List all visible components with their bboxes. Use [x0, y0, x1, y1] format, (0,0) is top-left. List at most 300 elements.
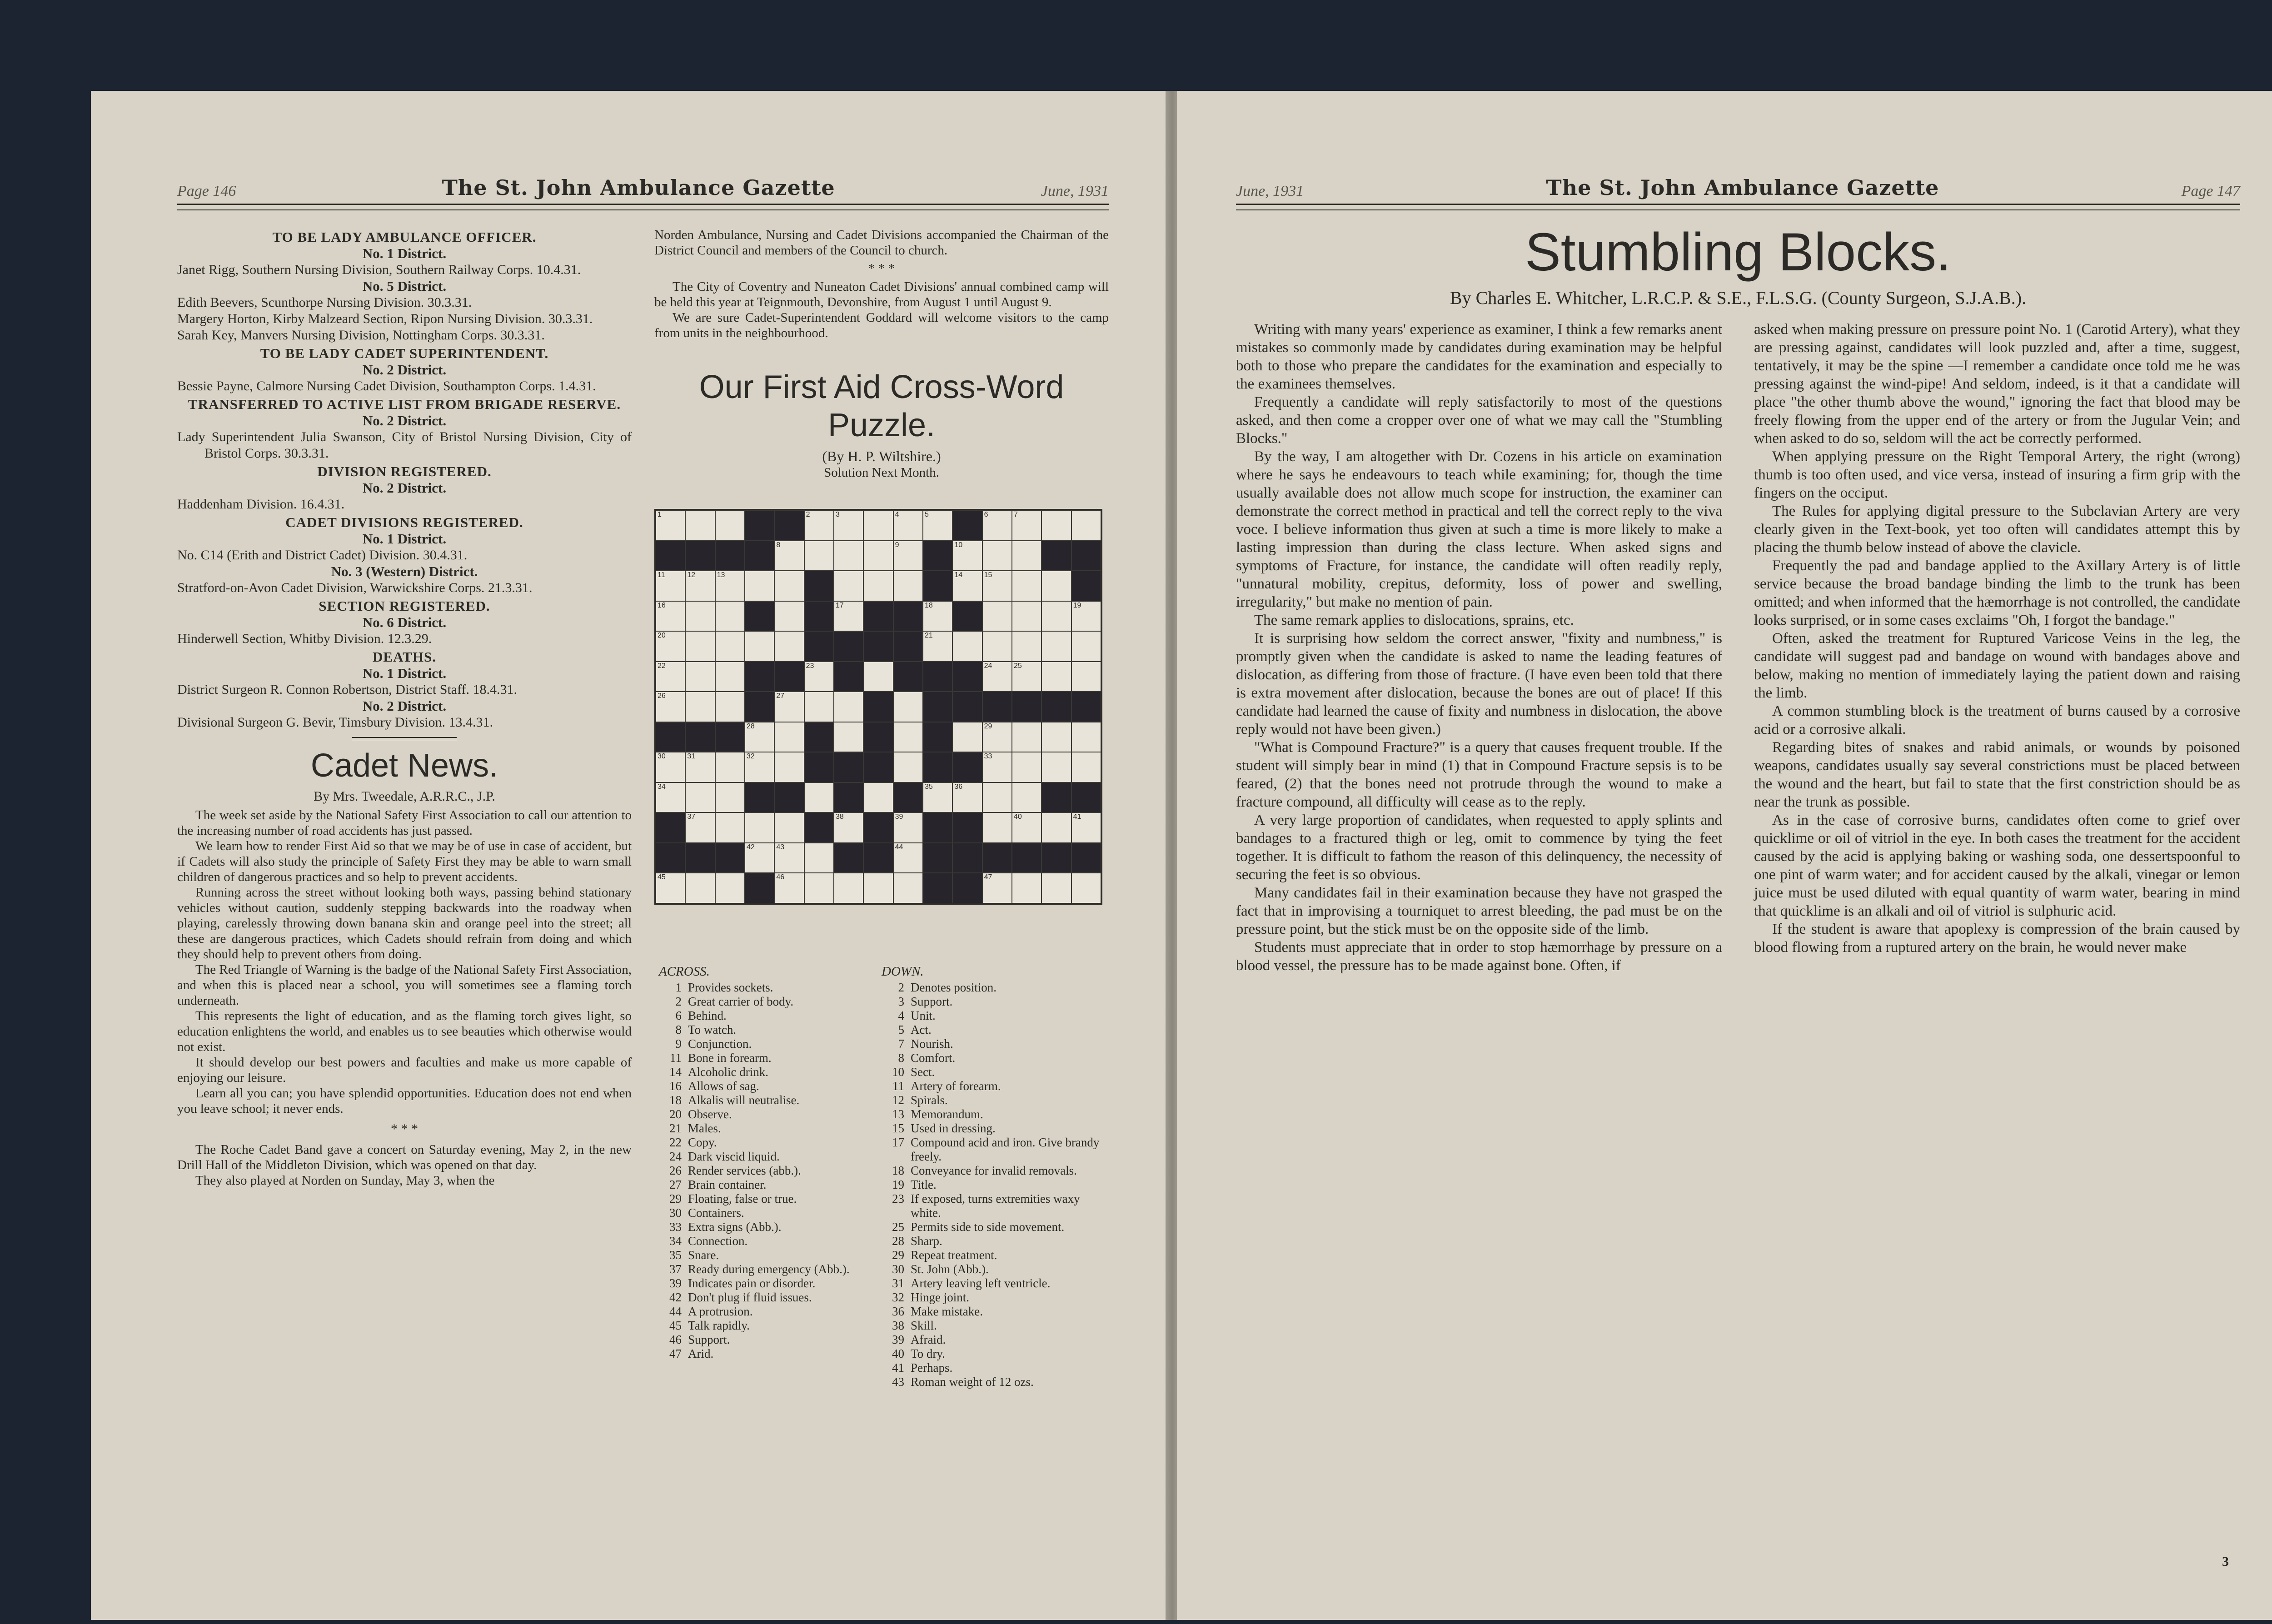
clue-item: [882, 981, 1100, 995]
clue-number: 17: [836, 601, 844, 609]
white-square: [774, 812, 804, 843]
clue-text: Extra signs (Abb.).: [688, 1220, 782, 1234]
white-square: [745, 631, 774, 662]
white-square: [804, 692, 834, 722]
clue-text: Artery of forearm.: [911, 1079, 1001, 1093]
clue-text: Conjunction.: [688, 1037, 752, 1051]
clue-text: Hinge joint.: [911, 1290, 969, 1304]
black-square: [715, 541, 745, 571]
appointment-heading: SECTION REGISTERED.: [319, 598, 490, 614]
cadet-paragraph: Learn all you can; you have splendid opportunities. Education does not end when you leave school; it never ends.: [177, 1086, 632, 1116]
clue-text: Act.: [911, 1023, 932, 1036]
clue-num: 13: [892, 1107, 904, 1121]
article-paragraph: Writing with many years' experience as examiner, I think a few remarks anent mistakes so commonly made by candidates during examination may be helpful both to those who prepare the candidates for the examination and especially to the examinees themselves.: [1236, 321, 1722, 392]
white-square: [774, 571, 804, 601]
white-square: [893, 843, 923, 873]
black-square: [893, 662, 923, 692]
white-square: [893, 541, 923, 571]
clue-num: 39: [669, 1276, 682, 1290]
clue-num: 15: [892, 1121, 904, 1135]
clue-text: Make mistake.: [911, 1305, 983, 1318]
black-square: [715, 843, 745, 873]
clue-item: [882, 995, 1100, 1009]
clue-item: [659, 1234, 872, 1248]
black-square: [685, 541, 715, 571]
clue-number: 29: [984, 722, 992, 730]
cadet-stars: * * *: [868, 261, 895, 276]
black-square: [656, 843, 685, 873]
black-square: [1071, 541, 1101, 571]
clue-item: [882, 1220, 1100, 1234]
clue-item: [882, 1262, 1100, 1276]
clue-num: 5: [898, 1023, 904, 1036]
black-square: [745, 662, 774, 692]
clue-text: Great carrier of body.: [688, 995, 794, 1008]
white-square: [804, 510, 834, 541]
clue-text: Artery leaving left ventricle.: [911, 1276, 1051, 1290]
white-square: [656, 631, 685, 662]
black-square: [952, 873, 982, 903]
clue-text: If exposed, turns extremities waxy white.: [911, 1192, 1080, 1220]
white-square: [715, 510, 745, 541]
cadet-news-byline: By Mrs. Tweedale, A.R.R.C., J.P.: [314, 789, 495, 804]
article-paragraph: When applying pressure on the Right Temporal Artery, the right (wrong) thumb is too often used, and vice versa, instead of insuring a firm grip with the fingers on the occiput.: [1754, 448, 2240, 501]
clue-number: 45: [658, 873, 666, 882]
black-square: [834, 843, 863, 873]
clue-text: Provides sockets.: [688, 981, 773, 994]
clue-number: 26: [658, 692, 666, 700]
black-square: [745, 782, 774, 813]
black-square: [1071, 571, 1101, 601]
black-square: [952, 662, 982, 692]
clue-num: 20: [669, 1107, 682, 1121]
cadet-news-body: [177, 807, 632, 1116]
white-square: [923, 601, 952, 632]
clue-num: 22: [669, 1136, 682, 1149]
clue-item: [659, 1065, 872, 1079]
black-square: [804, 752, 834, 782]
clue-text: Snare.: [688, 1248, 719, 1262]
clue-text: Render services (abb.).: [688, 1164, 801, 1177]
black-square: [834, 631, 863, 662]
clue-number: 46: [776, 873, 785, 882]
clue-item: [882, 1234, 1100, 1248]
clue-number: 37: [687, 813, 696, 821]
black-square: [656, 541, 685, 571]
black-square: [656, 722, 685, 752]
clue-number: 1: [658, 511, 662, 518]
black-square: [834, 752, 863, 782]
clue-num: 31: [892, 1276, 904, 1290]
white-square: [982, 510, 1012, 541]
clue-text: Comfort.: [911, 1051, 956, 1065]
clue-number: 30: [658, 752, 666, 761]
white-square: [1041, 752, 1071, 782]
clue-number: 18: [925, 601, 933, 609]
clue-num: 24: [669, 1150, 682, 1163]
clue-number: 7: [1014, 511, 1018, 518]
white-square: [656, 692, 685, 722]
white-square: [834, 601, 863, 632]
white-square: [804, 873, 834, 903]
clue-item: [659, 995, 872, 1009]
white-square: [774, 541, 804, 571]
white-square: [715, 631, 745, 662]
white-square: [1012, 812, 1041, 843]
white-square: [745, 843, 774, 873]
white-square: [656, 752, 685, 782]
clue-num: 16: [669, 1079, 682, 1093]
left-header-rule: [177, 204, 1109, 210]
white-square: [656, 571, 685, 601]
article-title: Stumbling Blocks.: [1525, 222, 1951, 282]
white-square: [685, 752, 715, 782]
black-square: [863, 631, 893, 662]
white-square: [715, 873, 745, 903]
clue-num: 34: [669, 1234, 682, 1248]
clue-num: 21: [669, 1121, 682, 1135]
white-square: [656, 601, 685, 632]
clue-text: Indicates pain or disorder.: [688, 1276, 816, 1290]
clue-num: 36: [892, 1305, 904, 1318]
black-square: [952, 510, 982, 541]
clue-text: Observe.: [688, 1107, 732, 1121]
clue-number: 20: [658, 632, 666, 640]
black-square: [952, 752, 982, 782]
clue-number: 38: [836, 813, 844, 821]
clue-number: 31: [687, 752, 696, 761]
clue-item: [882, 1333, 1100, 1347]
white-square: [982, 631, 1012, 662]
white-square: [982, 873, 1012, 903]
clue-text: Denotes position.: [911, 981, 996, 994]
district-heading: No. 1 District.: [362, 245, 447, 261]
appointment-entry: Sarah Key, Manvers Nursing Division, Nottingham Corps. 30.3.31.: [177, 328, 545, 343]
clue-item: [659, 1037, 872, 1051]
black-square: [715, 722, 745, 752]
cadet-paragraph: The Red Triangle of Warning is the badge of the National Safety First Association, and when this is placed near a school, you will sometimes see a flaming torch underneath.: [177, 962, 632, 1008]
clue-item: [659, 1121, 872, 1136]
across-heading: ACROSS.: [659, 964, 710, 979]
white-square: [1012, 541, 1041, 571]
across-clues: [659, 963, 872, 1361]
black-square: [685, 843, 715, 873]
white-square: [893, 812, 923, 843]
clue-text: A protrusion.: [688, 1305, 753, 1318]
clue-number: 8: [776, 541, 781, 549]
white-square: [1041, 722, 1071, 752]
black-square: [923, 752, 952, 782]
black-square: [982, 692, 1012, 722]
white-square: [745, 722, 774, 752]
clue-item: [882, 1037, 1100, 1051]
clue-num: 4: [898, 1009, 904, 1022]
clue-num: 33: [669, 1220, 682, 1234]
black-square: [656, 812, 685, 843]
white-square: [804, 541, 834, 571]
black-square: [1041, 843, 1071, 873]
clue-text: Used in dressing.: [911, 1121, 996, 1135]
cadet-paragraph: The City of Coventry and Nuneaton Cadet Divisions' annual combined camp will be held this year at Teignmouth, Devonshire, from August 1 until August 9.: [654, 279, 1109, 309]
clue-number: 10: [954, 541, 963, 549]
clue-item: [659, 1093, 872, 1107]
clue-num: 17: [892, 1136, 904, 1149]
article-paragraph: A very large proportion of candidates, when requested to apply splints and bandages to a fractured thigh or leg, omit to commence by tying the feet together. It is difficult to fathom the reason of this delinquency, the necessity of securing the feet is so obvious.: [1236, 812, 1722, 883]
white-square: [952, 722, 982, 752]
down-heading: DOWN.: [882, 964, 924, 979]
article-paragraph: By the way, I am altogether with Dr. Cozens in his article on examination where he says he endeavours to teach while examining; for, though the time usually available does not allow much scope for instruction, the examiner can demonstrate the correct method in practical and tell the correct reply to the viva voce. I believe information thus given at such a time is more likely to make a lasting impression than during the class lecture. When asked signs and symptoms of Fracture, for instance, the candidate will often readily reply, "unnatural mobility, crepitus, deformity, loss of power and swelling, irregularity," but make no mention of pain.: [1236, 448, 1722, 610]
white-square: [893, 571, 923, 601]
white-square: [715, 812, 745, 843]
right-page: [1177, 91, 2272, 1620]
clue-num: 39: [892, 1333, 904, 1346]
white-square: [745, 571, 774, 601]
white-square: [745, 812, 774, 843]
white-square: [1041, 510, 1071, 541]
clue-item: [659, 1305, 872, 1319]
clue-item: [659, 1009, 872, 1023]
clue-text: Ready during emergency (Abb.).: [688, 1262, 850, 1276]
white-square: [834, 541, 863, 571]
black-square: [804, 812, 834, 843]
black-square: [774, 510, 804, 541]
clue-text: To dry.: [911, 1347, 945, 1360]
white-square: [685, 873, 715, 903]
white-square: [685, 601, 715, 632]
white-square: [1012, 662, 1041, 692]
white-square: [982, 752, 1012, 782]
article-paragraph: The same remark applies to dislocations, sprains, etc.: [1254, 612, 1574, 628]
white-square: [1041, 631, 1071, 662]
clue-item: [882, 1107, 1100, 1121]
clue-number: 42: [747, 843, 755, 851]
clue-num: 41: [892, 1361, 904, 1375]
clue-item: [882, 1290, 1100, 1305]
clue-text: Perhaps.: [911, 1361, 953, 1375]
white-square: [1012, 782, 1041, 813]
clue-item: [882, 1248, 1100, 1262]
clue-number: 47: [984, 873, 992, 882]
clue-num: 19: [892, 1178, 904, 1191]
clue-number: 44: [895, 843, 903, 851]
clue-num: 9: [675, 1037, 682, 1051]
clue-num: 29: [669, 1192, 682, 1206]
white-square: [982, 541, 1012, 571]
white-square: [893, 510, 923, 541]
white-square: [804, 843, 834, 873]
black-square: [774, 662, 804, 692]
clue-item: [882, 1009, 1100, 1023]
clue-text: Sect.: [911, 1065, 935, 1079]
white-square: [745, 752, 774, 782]
black-square: [804, 571, 834, 601]
cadet-news-title: Cadet News.: [310, 747, 498, 784]
clue-text: Skill.: [911, 1319, 937, 1332]
clue-number: 5: [925, 511, 929, 518]
clue-text: Males.: [688, 1121, 721, 1135]
black-square: [923, 692, 952, 722]
article-paragraph: Often, asked the treatment for Ruptured Varicose Veins in the leg, the candidate will suggest pad and bandage on wound with bandages above and below, making no mention of immediately laying the patient down and raising the limb.: [1754, 630, 2240, 701]
black-square: [952, 692, 982, 722]
clue-item: [882, 1136, 1100, 1164]
clue-item: [882, 1065, 1100, 1079]
black-square: [834, 662, 863, 692]
clue-num: 7: [898, 1037, 904, 1051]
clue-number: 39: [895, 813, 903, 821]
cadet-paragraph: The week set aside by the National Safety First Association to call our attention to the increasing number of road accidents has just passed.: [177, 808, 632, 838]
district-heading: No. 2 District.: [362, 413, 447, 428]
clue-text: To watch.: [688, 1023, 737, 1036]
black-square: [893, 601, 923, 632]
appointment-entry: District Surgeon R. Connon Robertson, District Staff. 18.4.31.: [177, 682, 518, 697]
appointment-entry: Janet Rigg, Southern Nursing Division, Southern Railway Corps. 10.4.31.: [177, 262, 581, 277]
left-header: [177, 173, 1109, 200]
clue-item: [659, 1164, 872, 1178]
white-square: [982, 782, 1012, 813]
clue-number: 11: [658, 571, 665, 579]
black-square: [923, 812, 952, 843]
clue-text: Copy.: [688, 1136, 717, 1149]
clue-item: [659, 1178, 872, 1192]
appointment-entry: Hinderwell Section, Whitby Division. 12.3.29.: [177, 631, 432, 646]
clue-item: [882, 1361, 1100, 1375]
district-heading: No. 6 District.: [362, 614, 447, 630]
white-square: [685, 571, 715, 601]
white-square: [1071, 510, 1101, 541]
clue-item: [659, 1150, 872, 1164]
white-square: [774, 752, 804, 782]
clue-num: 29: [892, 1248, 904, 1262]
white-square: [863, 873, 893, 903]
black-square: [923, 662, 952, 692]
appointment-entry: Edith Beevers, Scunthorpe Nursing Division. 30.3.31.: [177, 295, 472, 310]
clue-text: Bone in forearm.: [688, 1051, 772, 1065]
black-square: [923, 541, 952, 571]
clue-item: [882, 1319, 1100, 1333]
black-square: [804, 601, 834, 632]
clue-num: 10: [892, 1065, 904, 1079]
cadet-paragraph: The Roche Cadet Band gave a concert on Saturday evening, May 2, in the new Drill Hall of the Middleton Division, which was opened on that day.: [177, 1142, 632, 1172]
left-page-number: Page 146: [177, 183, 236, 199]
white-square: [863, 541, 893, 571]
black-square: [745, 873, 774, 903]
black-square: [1012, 843, 1041, 873]
white-square: [834, 510, 863, 541]
clue-text: Spirals.: [911, 1093, 948, 1107]
black-square: [1071, 843, 1101, 873]
black-square: [923, 843, 952, 873]
black-square: [804, 631, 834, 662]
clue-num: 44: [669, 1305, 682, 1318]
clue-num: 8: [675, 1023, 682, 1036]
clue-num: 28: [892, 1234, 904, 1248]
black-square: [1041, 541, 1071, 571]
clue-number: 33: [984, 752, 992, 761]
white-square: [656, 873, 685, 903]
appointment-heading: DEATHS.: [373, 649, 436, 665]
white-square: [1012, 722, 1041, 752]
white-square: [923, 510, 952, 541]
clue-number: 6: [984, 511, 988, 518]
district-heading: No. 3 (Western) District.: [331, 563, 478, 579]
clue-text: Don't plug if fluid issues.: [688, 1290, 812, 1304]
clue-text: Floating, false or true.: [688, 1192, 797, 1206]
clue-text: Repeat treatment.: [911, 1248, 997, 1262]
clue-num: 42: [669, 1290, 682, 1304]
clue-num: 1: [675, 981, 682, 994]
clue-num: 25: [892, 1220, 904, 1234]
black-square: [923, 873, 952, 903]
clue-num: 11: [892, 1079, 904, 1093]
section-divider: [352, 737, 457, 740]
article-paragraph: Students must appreciate that in order to stop hæmorrhage by pressure on a blood vessel, the pressure has to be made against bone. Often, if: [1236, 939, 1722, 974]
district-heading: No. 1 District.: [362, 665, 447, 681]
article-paragraph: Frequently a candidate will reply satisfactorily to most of the questions asked, and then come a cropper over one of what we may call the "Stumbling Blocks.": [1236, 394, 1722, 447]
clue-item: [659, 1206, 872, 1220]
appointment-heading: TRANSFERRED TO ACTIVE LIST FROM BRIGADE RESERVE.: [188, 396, 621, 412]
clue-num: 37: [669, 1262, 682, 1276]
clue-item: [659, 1319, 872, 1333]
district-heading: No. 1 District.: [362, 531, 447, 547]
cadet-paragraph: Running across the street without looking both ways, passing behind stationary vehicles without caution, suddenly stepping backwards into the roadway when playing, carelessly throwing down banana skin and orange peel into the street; all these are dangerous practices, which Cadets should refrain from doing and which they should help to prevent others from doing.: [177, 885, 632, 961]
black-square: [923, 571, 952, 601]
white-square: [863, 662, 893, 692]
clue-item: [882, 1305, 1100, 1319]
black-square: [863, 843, 893, 873]
black-square: [863, 752, 893, 782]
white-square: [834, 722, 863, 752]
clue-number: 15: [984, 571, 992, 579]
white-square: [804, 782, 834, 813]
clue-num: 2: [675, 995, 682, 1008]
black-square: [952, 812, 982, 843]
down-clue-list: [882, 981, 1100, 1389]
white-square: [893, 692, 923, 722]
white-square: [893, 752, 923, 782]
white-square: [982, 601, 1012, 632]
clue-text: Afraid.: [911, 1333, 946, 1346]
cadet-paragraph: We learn how to render First Aid so that we may be of use in case of accident, but if Cadets will also study the principle of Safety First they may be able to warn small children of dangerous practices and so help to prevent accidents.: [177, 839, 632, 884]
clue-num: 30: [669, 1206, 682, 1220]
black-square: [893, 782, 923, 813]
clue-number: 2: [806, 511, 810, 518]
clue-item: [882, 1023, 1100, 1037]
clue-item: [659, 1347, 872, 1361]
white-square: [952, 782, 982, 813]
black-square: [952, 601, 982, 632]
clue-item: [882, 1079, 1100, 1093]
white-square: [834, 692, 863, 722]
black-square: [745, 692, 774, 722]
black-square: [1071, 692, 1101, 722]
white-square: [1012, 873, 1041, 903]
white-square: [656, 782, 685, 813]
white-square: [893, 722, 923, 752]
clue-num: 47: [669, 1347, 682, 1360]
article-paragraph: Many candidates fail in their examination because they have not grasped the fact that in improvising a tourniquet to arrest bleeding, the pad must be on the pressure point, but the stick must be on the opposite side of the limb.: [1236, 885, 1722, 937]
white-square: [1012, 752, 1041, 782]
cadet-paragraph: It should develop our best powers and faculties and make us more capable of enjoying our leisure.: [177, 1055, 632, 1085]
clue-num: 46: [669, 1333, 682, 1346]
clue-number: 25: [1014, 662, 1022, 670]
clue-item: [659, 1290, 872, 1305]
black-square: [745, 510, 774, 541]
clue-number: 43: [776, 843, 785, 851]
clue-num: 35: [669, 1248, 682, 1262]
black-square: [863, 692, 893, 722]
white-square: [982, 662, 1012, 692]
clue-num: 23: [892, 1192, 904, 1206]
